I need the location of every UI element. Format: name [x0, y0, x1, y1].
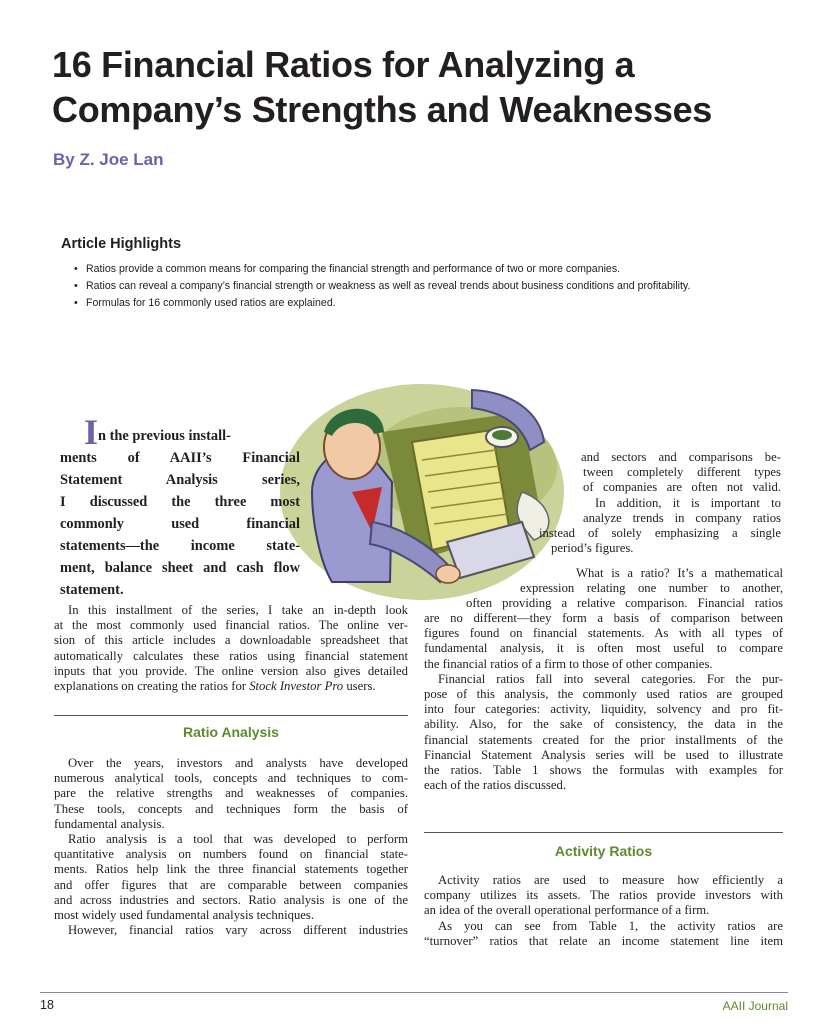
text-line: fundamental analysis, it is often most useful to compare — [424, 641, 783, 656]
intro-line-text: n the previous install- — [98, 428, 231, 444]
left-paragraph-1 — [54, 603, 408, 694]
byline: By Z. Joe Lan — [53, 150, 164, 169]
highlights-list — [74, 261, 794, 312]
right-wrap-line — [520, 581, 783, 596]
text-line: Ratio analysis is a tool that was developed to perform — [68, 832, 408, 847]
text-line: often providing a relative comparison. Financial ratios — [466, 596, 783, 610]
text-fragment: explanations on creating the ratios for — [54, 679, 250, 694]
intro-line: statements—the income state- — [60, 538, 300, 554]
product-name: Stock Investor Pro — [249, 679, 344, 694]
text-line: pare the relative strengths and weaknesses of companies. — [54, 786, 408, 801]
drop-cap: I — [84, 412, 99, 452]
left-paragraph-2 — [54, 756, 408, 938]
text-fragment: users. — [343, 679, 376, 694]
text-line: instead of solely emphasizing a single — [539, 526, 781, 541]
text-line: at the most commonly used financial ratios. The online ver- — [54, 618, 408, 633]
text-line: sion of this article includes a downloadable spreadsheet that — [54, 633, 408, 648]
page-number: 18 — [40, 998, 54, 1012]
text-line: In this installment of the series, I take an in-depth look — [68, 603, 408, 617]
text-line — [54, 679, 408, 694]
text-line: tween completely different types — [583, 465, 781, 480]
text-line: In addition, it is important to — [595, 495, 781, 510]
text-line: pose of this analysis, the commonly used ratios are grouped — [424, 687, 783, 702]
journal-name: AAII Journal — [722, 999, 788, 1013]
hand — [436, 565, 460, 583]
text-line: an idea of the overall operational performance of a firm. — [424, 903, 710, 918]
intro-line: I discussed the three most — [60, 494, 300, 510]
text-line: As you can see from Table 1, the activity ratios are — [438, 918, 783, 933]
text-line: inputs that you provide. The online version also gives detailed — [54, 663, 408, 678]
text-line: of companies are often not valid. — [583, 480, 781, 495]
coffee — [492, 430, 512, 440]
text-line: period’s figures. — [551, 541, 634, 556]
section-rule — [54, 715, 408, 716]
title-line-2: Company’s Strengths and Weaknesses — [52, 89, 713, 130]
text-line: ability. Also, for the sake of consistency, the data in the — [424, 717, 783, 732]
text-line: the financial ratios of a firm to those of other companies. — [424, 656, 713, 671]
right-wrap-line — [466, 596, 783, 611]
highlight-item: • Formulas for 16 commonly used ratios are explained. — [74, 295, 794, 312]
section-heading-ratio-analysis: Ratio Analysis — [183, 724, 279, 740]
text-line: However, financial ratios vary across different industries — [68, 923, 408, 938]
text-line: numerous analytical tools, concepts and techniques to com- — [54, 771, 408, 786]
right-wrap-text — [521, 450, 781, 556]
text-line: into four categories: activity, liquidity, solvency and pro fit- — [424, 702, 783, 717]
highlights-heading: Article Highlights — [61, 236, 182, 252]
intro-paragraph — [60, 412, 300, 601]
highlight-item: • Ratios can reveal a company’s financial strength or weakness as well as reveal trends about business conditions and profitability. — [74, 278, 794, 295]
title-line-1: 16 Financial Ratios for Analyzing a — [52, 44, 635, 85]
text-line: What is a ratio? It’s a mathematical — [576, 566, 783, 580]
text-line: and offer figures that are comparable between companies — [54, 877, 408, 892]
footer-rule — [40, 992, 788, 993]
text-line: automatically calculates these ratios using financial statement — [54, 648, 408, 663]
intro-line: ment, balance sheet and cash flow — [60, 560, 300, 576]
text-line: the ratios. Table 1 shows the formulas with examples for — [424, 763, 783, 778]
text-line: Activity ratios are used to measure how efficiently a — [438, 873, 783, 887]
text-line: Over the years, investors and analysts have developed — [68, 756, 408, 770]
text-line: most widely used fundamental analysis techniques. — [54, 908, 315, 923]
text-line: expression relating one number to another, — [520, 581, 783, 595]
text-line: are no different—they form a basis of comparison between — [424, 611, 783, 625]
section-rule — [424, 832, 783, 833]
text-line: and across industries and sectors. Ratio analysis is one of the — [54, 892, 408, 907]
intro-line: statement. — [60, 582, 124, 598]
right-paragraph-1 — [424, 611, 783, 793]
intro-line: ments of AAII’s Financial — [60, 450, 300, 466]
section-heading-activity-ratios: Activity Ratios — [554, 843, 653, 859]
text-line: quantitative analysis on numbers found on financial state- — [54, 847, 408, 862]
text-line: “turnover” ratios that relate an income statement line item — [424, 933, 783, 948]
right-paragraph-3 — [424, 873, 783, 949]
intro-line: Statement Analysis series, — [60, 472, 300, 488]
text-line: financial statements created for the prior installments of the — [424, 732, 783, 747]
intro-line: commonly used financial — [60, 516, 300, 532]
text-line: analyze trends in company ratios — [583, 510, 781, 525]
text-line: figures found on financial statements. As with all types of — [424, 626, 783, 641]
text-line: Financial ratios fall into several categories. For the pur- — [438, 671, 783, 686]
text-line: Financial Statement Analysis series will be used to illustrate — [424, 747, 783, 762]
article-title — [52, 42, 792, 132]
text-line: fundamental analysis. — [54, 816, 165, 831]
text-line: and sectors and comparisons be- — [581, 450, 781, 464]
text-line: ments. Ratios help link the three financial statements together — [54, 862, 408, 877]
text-line: These tools, concepts and techniques form the basis of — [54, 801, 408, 816]
intro-line — [60, 412, 300, 452]
text-line: each of the ratios discussed. — [424, 778, 566, 793]
right-wrap-line — [520, 566, 783, 581]
text-line: company utilizes its assets. The ratios provide investors with — [424, 888, 783, 903]
highlight-item: • Ratios provide a common means for comparing the financial strength and performance of two or more companies. — [74, 261, 794, 278]
